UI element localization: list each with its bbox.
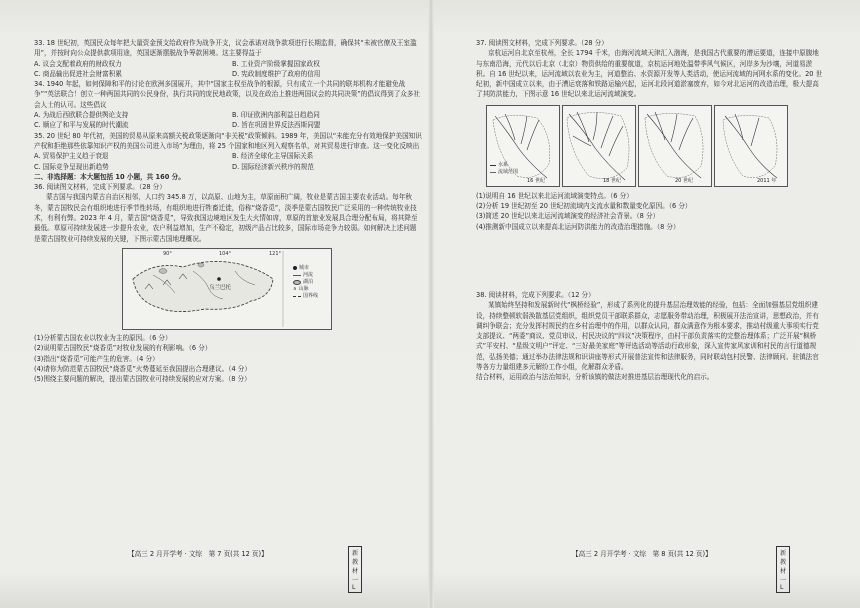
- q37-intro: 37. 阅读图文材料，完成下列要求。（28 分）: [476, 39, 608, 47]
- section-heading: 二、非选择题：本大题包括 10 小题，共 160 分。: [34, 172, 185, 181]
- map-legend: [293, 265, 318, 300]
- map-lon-label: 104°: [219, 250, 232, 257]
- legend-item-water: 水系: [490, 162, 518, 169]
- q35-option-c: C. 国际竞争呈现出新趋势: [34, 162, 109, 171]
- q35-option-a: A. 贸易保护主义趋于衰退: [34, 152, 109, 161]
- map-20th-century: [638, 105, 712, 187]
- legend-item-river: 河流: [293, 272, 318, 279]
- right-footer-text: 【高三 2 月开学考 · 文综 第 8 页(共 12 页)】: [572, 550, 712, 558]
- q38-task: 结合材料，运用政治与法治知识，分析该镇的做法对推进基层治理现代化的启示。: [476, 373, 714, 382]
- right-page: [476, 38, 824, 383]
- q36-material: 蒙古国与我国内蒙古自治区相邻，人口约 345.8 万，以高原、山地为主，草原面积广阔，牧业是蒙古国主要农业活动。每年秋冬，蒙古国牧民会有组织地进行季节性转场，有组织地进行牲畜迁徙，俗称“烧香觅”，淡季是蒙古国牧民广泛采用的一种传统牧业技术，有利有弊。2023 年 4 月，蒙古国“烧香觅”，导致我国边境地区发生大火情如席，草原的首旅业发展具合理分配布局，将其降至最低。草原可持续发展进一步提升农业，农户利益增加，生产不稳定，初级产品占比较多，国际市场竞争力较弱。如何解决上述问题是蒙古国牧业可持续发展的关键，下图示蒙古国地理概况。: [34, 193, 418, 243]
- q33-option-c: C. 商品输出促进社会财富积累: [34, 69, 122, 78]
- q33-stem: 33. 18 世纪初，英国民众每年把大量资金预支给政府作为战争开支，议会承诺对战争款项进行长期监督，确保其“未被官僚及王室滥用”，并按时向公众提供款项用途，英国逐渐摆脱战争筹款困境。这主要得益于: [34, 39, 417, 58]
- q35-stem: 35. 20 世纪 80 年代初，美国的贸易从原来高额关税政策逐渐向“非关税”政策倾斜。1989 年，美国以“未能充分有效地保护美国知识产权和拒绝那些依靠知识产权的美国公司进入市场”为理由，将 25 个国家和地区列入观察名单，对其贸易进行审查。这一变化反映出: [34, 131, 422, 150]
- q34-option-a: A. 为战后西欧联合提供舆论支持: [34, 111, 129, 120]
- map-16th-century: [486, 105, 560, 187]
- map-year-label: 2011 年: [757, 177, 777, 184]
- q37-sub-2: (2)分析 19 世纪初至 20 世纪初流域内支流水量和数量变化原因。（6 分）: [476, 202, 692, 211]
- q36-sub-4: (4)请你为防范蒙古国牧民“烧香觅”火势蔓延至我国提出合理建议。（4 分）: [34, 364, 251, 373]
- legend-item-basin: 流域范围: [490, 169, 518, 176]
- beiyun-river-maps: [486, 105, 786, 189]
- left-edition-tag: 新教材一L: [348, 546, 362, 593]
- q38-intro: 38. 阅读材料，完成下列要求。（12 分）: [476, 290, 595, 299]
- q38-material: 某镇始终坚持和发展新时代“枫桥经验”，形成了系列化的提升基层治理效能的经验，包括：全面加强基层党组织建设，持续整顿软弱涣散基层党组织，组织党员干部联系群众，志愿服务带动治理，积极展开法治宣讲，思想政治，并有调纠争联会；充分发挥村规民约在乡村治理中的作用，以群众认同，群众满意作为根本要求，推动村级重大事项实行党支部提议、“两委”商议、党员审议、村民决议的“四议”决策程序，由村干部负责落实的完整治理体系；广泛开展“枫桥式”平安村、“星级文明户”评定、“三好最美家庭”等评选活动等活动行政形象，深入宣传家风家训和村民的言行道德规范，弘扬美德；通过举办法律法规和识讲座等形式开展普法宣传和法律服务，同时联动包村民警、法律顾问、驻镇法官等各方力量组建多元解纷工作小组，化解群众矛盾。: [476, 301, 819, 372]
- q34-stem: 34. 1940 年起，如何保障和平的讨论在欧洲多国展开，其中“国家主权至战争的根源，只有成立一个共同的联邦机构才能避免战争”“英法联合！创立一种两国共同的公民身份，执行共同的庞民地政策，以及在政治上推进两国议会的共同决策”的倡议得到了众多社会人士的认可。这些倡议: [34, 80, 421, 109]
- map-2011: [714, 105, 788, 187]
- map-lon-label: 121°: [269, 250, 282, 257]
- map-year-label: 18 世纪: [603, 177, 621, 184]
- q34-option-c: C. 顺应了和平与发展的时代潮流: [34, 121, 129, 130]
- map-lon-label: 90°: [163, 250, 172, 257]
- q36-sub-3: (3)指出“烧香觅”可能产生的危害。（4 分）: [34, 354, 159, 363]
- map-2011-drawing: [715, 106, 787, 186]
- right-edition-tag: 新教材一L: [776, 546, 790, 593]
- city-marker-icon: [217, 277, 221, 281]
- mongolia-map: [122, 248, 332, 330]
- map-18th-century: [562, 105, 636, 187]
- left-footer: [128, 548, 359, 591]
- q37-sub-3: (3)简述 20 世纪以来北运河流域演变的经济社会背景。（8 分）: [476, 212, 660, 221]
- q33-option-a: A. 议会支配着政府的财政权力: [34, 59, 122, 68]
- legend-item-city: 城市: [293, 265, 318, 272]
- q34-options: [34, 110, 422, 131]
- q34-option-b: B. 印证欧洲内部利益日趋趋同: [232, 111, 320, 120]
- q33-options: [34, 59, 422, 80]
- left-page: [34, 38, 422, 384]
- map-20th-drawing: [639, 106, 711, 186]
- legend-item-lake: 湖泊: [293, 279, 318, 286]
- right-footer: [572, 548, 787, 591]
- q36-intro: 36. 阅读图文材料，完成下列要求。（28 分）: [34, 183, 166, 192]
- legend-item-border: 国界线: [293, 293, 318, 300]
- page-fold: [428, 0, 434, 608]
- q34-option-d: D. 旨在巩固世界反法西斯同盟: [232, 121, 321, 130]
- q35-option-b: B. 经济全球化主导国际关系: [232, 152, 314, 161]
- map-18th-drawing: [563, 106, 635, 186]
- map-city-label: 乌兰巴托: [209, 284, 232, 291]
- q33-option-b: B. 工业资产阶级掌握国家政权: [232, 59, 320, 68]
- q35-options: [34, 151, 422, 172]
- q36-sub-5: (5)围绕主要问题的解决，提出蒙古国牧业可持续发展的应对方案。（8 分）: [34, 375, 251, 384]
- map-year-label: 16 世纪: [527, 177, 545, 184]
- map-legend: [490, 162, 518, 176]
- q37-sub-1: (1)说明自 16 世纪以来北运河流域演变特点。（6 分）: [476, 191, 633, 200]
- q37-sub-4: (4)推测新中国成立以来提高北运河防洪能力的改造治理措施。（8 分）: [476, 222, 680, 231]
- legend-item-mountain: ∧ 山脉: [293, 285, 309, 292]
- q36-sub-1: (1)分析蒙古国农业以牧业为主的原因。（6 分）: [34, 333, 172, 342]
- map-year-label: 20 世纪: [675, 177, 693, 184]
- q35-option-d: D. 国际经济新兴秩序的规范: [232, 162, 314, 171]
- q36-sub-2: (2)说明蒙古国牧民“烧香觅”对牧业发展的有利影响。（6 分）: [34, 344, 212, 353]
- left-footer-text: 【高三 2 月开学考 · 文综 第 7 页(共 12 页)】: [128, 550, 268, 558]
- q33-option-d: D. 宪政制度维护了政府的信用: [232, 69, 321, 78]
- q37-material: 京杭运河自北京至杭州，全长 1794 千米，由海河流域天津汇入渤海，是我国古代重要的漕运要道，连接中原腹地与东南沿海，元代以后北京（北京）物资供给的重要航道，京杭运河地处温带季风气候区，河岸多为沙壤，河道易淤积。自 16 世纪以来，运河流域以农业为主，河道整治、水资源开发等人类活动，使运河流域的河网水系的变化。20 世纪初，新中国成立以来，由于漕运衰落和铁路运输兴起，运河北段河道淤塞废弃，如今对北运河的改造治理，极大提高了其防洪能力，下图示意 16 世纪以来北运河流域演变。: [476, 49, 823, 99]
